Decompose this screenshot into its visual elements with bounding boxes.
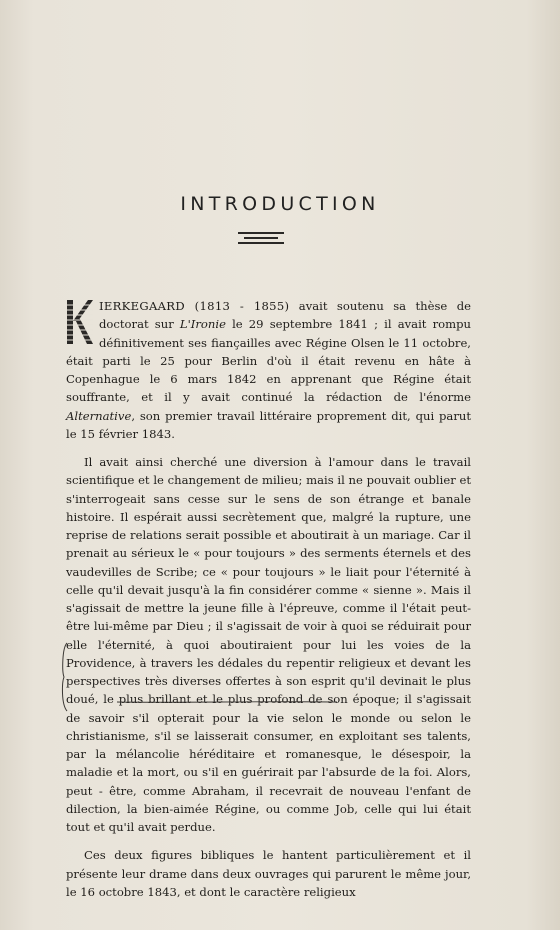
work-title-ironie: L'Ironie	[179, 317, 226, 332]
title-ornament	[238, 232, 284, 246]
work-title-alternative: Alternative	[66, 408, 132, 423]
body-text	[66, 297, 471, 901]
chapter-title: INTRODUCTION	[180, 193, 380, 215]
pencil-margin-bracket	[60, 642, 68, 712]
paragraph-3: Ces deux figures bibliques le hantent particulièrement et il présente leur drame dans deux ouvrages qui parurent le même jour, le 16 octobre 1843, et dont le caractère religieux	[66, 848, 471, 899]
paragraph-1: IERKEGAARD (1813 - 1855) avait soutenu sa thèse de doctorat sur L'Ironie le 29 septembre 1841 ; il avait rompu définitivement ses fiançailles avec Régine Olsen le 11 octobre, était parti le 25 pour Berlin d'où il était revenu en hâte à Copenhague le 6 mars 1842 en apprenant que Régine était souffrante, et il y avait continué la rédaction de l'énorme Alternative, son premier travail littéraire proprement dit, qui parut le 15 février 1843.	[66, 299, 471, 441]
pencil-underline	[116, 699, 338, 705]
paragraph-2: Il avait ainsi cherché une diversion à l'amour dans le travail scientifique et le changement de milieu; mais il ne pouvait oublier et s'interrogeait sans cesse sur le sens de son étrange et banale histoire. Il espérait aussi secrètement que, malgré la rupture, une reprise de relations serait possible et aboutirait à un mariage. Car il prenait au sérieux le « pour toujours » des serments éternels et des vaudevilles de Scribe; ce « pour toujours » le liait pour l'éternité à celle qu'il devait jusqu'à la fin considérer comme « sienne ». Mais il s'agissait de mettre la jeune fille à l'épreuve, comme il l'était peut-être lui-même par Dieu ; il s'agissait de voir à quoi se réduirait pour elle l'éternité, à quoi aboutiraient pour lui les voies de la Providence, à travers les dédales du repentir religieux et devant les perspectives très diverses offertes à son esprit qu'il devinait le plus doué, le plus brillant et le plus profond de son époque; il s'agissait de savoir s'il opterait pour la vie selon le monde ou selon le christianisme, s'il se laisserait consumer, en exploitant ses talents, par la mélancolie héréditaire et romanesque, le désespoir, la maladie et la mort, ou s'il en guérirait par l'absurde de la foi. Alors, peut - être, comme Abraham, il recevrait de nouveau l'enfant de dilection, la bien-aimée Régine, ou comme Job, celle qui lui était tout et qu'il avait perdue.	[66, 455, 471, 834]
opening-words: IERKEGAARD (1813 - 1855)	[99, 299, 290, 313]
dropcap	[66, 299, 93, 345]
dropcap-k-glyph	[66, 299, 93, 345]
